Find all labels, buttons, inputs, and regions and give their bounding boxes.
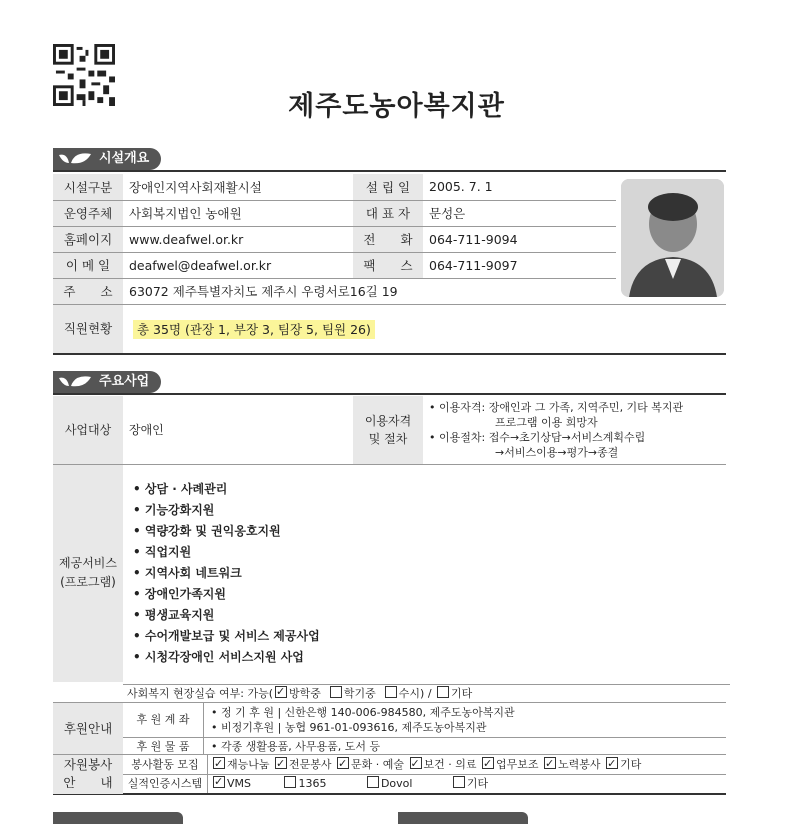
sponsor-label: 후원안내: [53, 703, 123, 755]
service-item: • 시청각장애인 서비스지원 사업: [133, 649, 304, 664]
row-value: 문성은: [423, 200, 616, 226]
section-heading-overview: 시설개요: [53, 148, 161, 170]
business-table: [53, 396, 726, 682]
target-label: 사업대상: [53, 396, 123, 464]
cert-label: 실적인증시스템: [123, 775, 208, 793]
services-list: [123, 464, 726, 682]
volunteer-label: 자원봉사 안 내: [53, 755, 123, 794]
section-rule: [53, 170, 726, 172]
leaf-logo-icon: [57, 374, 93, 390]
row-value: 064-711-9097: [423, 252, 616, 278]
address-value: 63072 제주특별자치도 제주시 우령서로16길 19: [123, 278, 616, 304]
staff-row: [53, 304, 726, 355]
row-label: 팩 스: [353, 252, 423, 278]
service-item: • 평생교육지원: [133, 607, 215, 622]
recruit-checkbox[interactable]: [606, 757, 618, 769]
service-item: • 장애인가족지원: [133, 586, 226, 601]
recruit-checkbox[interactable]: [337, 757, 349, 769]
row-value: 사회복지법인 농애원: [123, 200, 353, 226]
practicum-row: 사회복지 현장실습 여부: 가능(✓ 방학중 학기중 수시) / 기타: [123, 684, 730, 703]
services-label: 제공서비스 (프로그램): [53, 464, 123, 682]
recruit-label: 봉사활동 모집: [123, 755, 208, 774]
practicum-vacation-checkbox[interactable]: [275, 686, 287, 698]
cert-checkbox[interactable]: [213, 776, 225, 788]
procedure-value: • 이용자격: 장애인과 그 가족, 지역주민, 기타 복지관 프로그램 이용 희망자 • 이용절차: 접수→초기상담→서비스계획수립 →서비스이용→평가→종결: [429, 400, 684, 459]
service-item: • 역량강화 및 권익옹호지원: [133, 523, 281, 538]
leaf-logo-icon: [57, 151, 93, 167]
page-title: 제주도농아복지관: [288, 91, 505, 122]
account-value: • 정 기 후 원 | 신한은행 140-006-984580, 제주도농아복지관 • 비정기후원 | 농협 961-01-093616, 제주도농아복지관: [211, 706, 515, 734]
staff-label: 직원현황: [53, 305, 123, 353]
goods-label: 후 원 물 품: [123, 738, 204, 755]
recruit-options: ✓ 재능나눔 ✓ 전문봉사 ✓ 문화 · 예술 ✓ 보건 · 의료 ✓ 업무보조 ✓ 노력봉사 ✓ 기타: [211, 755, 641, 774]
row-value: 장애인지역사회재활시설: [129, 179, 262, 195]
cert-checkbox[interactable]: [284, 776, 296, 788]
service-item: • 기능강화지원: [133, 502, 215, 517]
row-label: 이 메 일: [53, 252, 123, 278]
sponsor-block: [53, 702, 726, 755]
recruit-checkbox[interactable]: [213, 757, 225, 769]
account-label: 후 원 계 좌: [123, 703, 204, 737]
recruit-checkbox[interactable]: [482, 757, 494, 769]
cert-checkbox[interactable]: [367, 776, 379, 788]
practicum-other-checkbox[interactable]: [437, 686, 449, 698]
target-value: 장애인: [129, 423, 164, 438]
row-label: 홈페이지: [53, 226, 123, 252]
volunteer-block: [53, 754, 726, 795]
section-rule: [53, 393, 726, 395]
cert-checkbox[interactable]: [453, 776, 465, 788]
row-value: 064-711-9094: [423, 226, 616, 252]
overview-table: [53, 174, 616, 304]
service-item: • 상담 · 사례관리: [133, 481, 228, 496]
practicum-semester-checkbox[interactable]: [330, 686, 342, 698]
row-value: 2005. 7. 1: [429, 179, 493, 195]
goods-value: • 각종 생활용품, 사무용품, 도서 등: [211, 740, 381, 753]
row-label: 설 립 일: [353, 174, 423, 200]
service-item: • 지역사회 네트워크: [133, 565, 242, 580]
row-label: 운영주체: [53, 200, 123, 226]
overview-row: [53, 278, 616, 304]
director-photo: [621, 179, 724, 297]
row-label: 시설구분: [53, 174, 123, 200]
service-item: • 직업지원: [133, 544, 192, 559]
row-label: 주 소: [53, 278, 123, 304]
recruit-checkbox[interactable]: [410, 757, 422, 769]
service-item: • 수어개발보급 및 서비스 제공사업: [133, 628, 320, 643]
practicum-anytime-checkbox[interactable]: [385, 686, 397, 698]
recruit-checkbox[interactable]: [275, 757, 287, 769]
procedure-label: 이용자격 및 절차: [353, 396, 423, 464]
section-heading-business: 주요사업: [53, 371, 161, 393]
next-section-tab: [398, 812, 528, 824]
overview-row: [53, 174, 616, 200]
next-section-tab: [53, 812, 183, 824]
overview-row: [53, 252, 616, 278]
row-label: 대 표 자: [353, 200, 423, 226]
email-link[interactable]: deafwel@deafwel.or.kr: [123, 252, 353, 278]
overview-row: [53, 200, 616, 226]
recruit-checkbox[interactable]: [544, 757, 556, 769]
staff-value: 총 35명 (관장 1, 부장 3, 팀장 5, 팀원 26): [133, 320, 375, 339]
homepage-link[interactable]: www.deafwel.or.kr: [123, 226, 353, 252]
cert-options: ✓ VMS 1365 Dovol 기타: [211, 775, 488, 793]
row-label: 전 화: [353, 226, 423, 252]
overview-row: [53, 226, 616, 252]
